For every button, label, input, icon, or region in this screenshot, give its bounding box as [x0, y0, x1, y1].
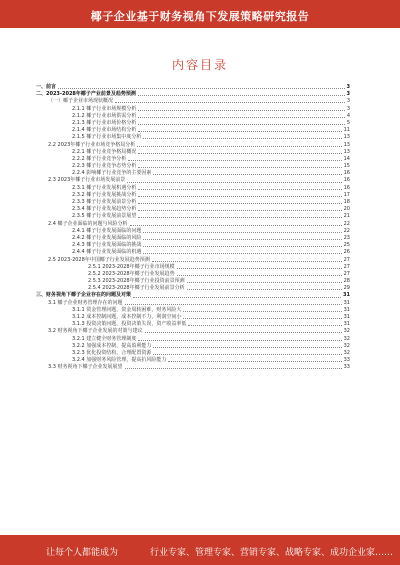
toc-entry-label: 3.1 椰子企业财务管理存在的问题: [48, 299, 123, 306]
toc-entry-label: 2.4.1 椰子行业发展面临的问题: [72, 227, 142, 234]
toc-entry-label: 2.5.3 2023-2028年椰子行业投资前景预测: [88, 278, 185, 285]
toc-entry-page: 31: [343, 292, 350, 299]
toc-entry-page: 3: [346, 84, 350, 90]
toc-entry-page: 27: [343, 256, 350, 263]
toc-entry-label: 三、财务视角下椰子企业存在的问题及对策: [36, 292, 132, 299]
toc-entry-label: 3.2.2 加强成本控制，提高盈利能力: [72, 342, 152, 349]
toc-entry-label: 一、前言: [36, 84, 57, 90]
toc-entry[interactable]: [32, 228, 350, 235]
toc-entry[interactable]: [32, 249, 350, 256]
toc-entry-label: 2.2.2 椰子行业竞争分析: [72, 155, 127, 162]
toc-entry-page: 18: [343, 199, 350, 205]
toc-entry-label: 3.2.1 建立健全财务管理制度: [72, 335, 137, 342]
toc-entry-label: 3.1.3 投资决策问题，投资决策失误，资产收益率低: [72, 321, 187, 328]
toc-leader-dots: [187, 282, 342, 283]
toc-entry[interactable]: [32, 271, 350, 278]
toc-entry[interactable]: [32, 192, 350, 199]
toc-leader-dots: [188, 325, 341, 326]
toc-entry[interactable]: [32, 221, 350, 228]
toc-leader-dots: [138, 217, 341, 218]
toc-entry-label: （一）椰子企业市场现状概况: [48, 98, 114, 105]
toc-entry[interactable]: [32, 328, 350, 335]
toc-entry-label: 二、2023-2028年椰子产业前景及趋势预测: [36, 91, 136, 98]
toc-entry[interactable]: [32, 292, 350, 299]
toc-entry[interactable]: [32, 257, 350, 264]
toc-entry-page: 32: [343, 342, 350, 349]
toc-entry-page: 5: [346, 119, 350, 126]
toc-entry-label: 3.2 财务视角下椰子企业发展的对策与建议: [48, 328, 143, 335]
toc-entry-label: 3.2.3 优化投资结构，合理配置资源: [72, 349, 152, 356]
toc-leader-dots: [153, 174, 341, 175]
toc-entry-page: 3: [346, 105, 350, 112]
toc-entry-label: 2.1.3 椰子行业市场价格分析: [72, 119, 137, 126]
toc-entry-page: 20: [343, 206, 350, 213]
toc-leader-dots: [138, 117, 344, 118]
toc-entry-label: 2.2.3 椰子行业竞争态势分析: [72, 163, 137, 170]
toc-entry-page: 11: [343, 127, 350, 134]
toc-entry-page: 25: [343, 242, 350, 249]
header-bar: [0, 0, 400, 28]
toc-leader-dots: [145, 332, 342, 333]
toc-entry-page: 3: [346, 98, 350, 105]
toc-entry-page: 31: [343, 299, 350, 306]
toc-leader-dots: [138, 167, 341, 168]
toc-leader-dots: [138, 95, 345, 96]
toc-entry[interactable]: [32, 142, 350, 149]
toc-entry-label: 3.1.2 成本控制问题，成本控制不力，利润空间小: [72, 314, 182, 320]
toc-leader-dots: [177, 268, 342, 269]
toc-entry-page: 15: [343, 163, 350, 170]
toc-entry[interactable]: [32, 98, 350, 105]
toc-leader-dots: [58, 88, 345, 89]
toc-entry-label: 2.2.4 影响椰子行业竞争的主要因素: [72, 170, 152, 177]
toc-entry-label: 2.1.4 椰子行业市场结构分析: [72, 127, 137, 134]
toc-entry-label: 2.5 2023-2028年中国椰子行业发展趋势预测: [48, 256, 150, 263]
toc-entry-page: 29: [343, 285, 350, 292]
toc-entry-page: 26: [343, 249, 350, 256]
toc-leader-dots: [168, 361, 341, 362]
toc-entry-label: 3.1.1 资金管理问题，资金周转困难，财务风险大: [72, 306, 182, 313]
toc-entry-page: 3: [346, 91, 350, 98]
toc-entry-page: 13: [343, 141, 350, 148]
toc-entry-page: 32: [343, 335, 350, 342]
toc-leader-dots: [143, 246, 341, 247]
toc-leader-dots: [127, 182, 341, 183]
toc-leader-dots: [133, 297, 341, 298]
toc-entry[interactable]: [32, 300, 350, 307]
toc-entry-page: 32: [343, 328, 350, 335]
toc-leader-dots: [128, 160, 341, 161]
toc-leader-dots: [143, 138, 341, 139]
footer-slogan: 让每个人都能成为: [46, 548, 119, 558]
toc-leader-dots: [130, 225, 342, 226]
toc-entry-label: 2.4.3 椰子行业发展面临的挑战: [72, 242, 142, 249]
toc-leader-dots: [138, 196, 341, 197]
toc-entry-label: 2.1.2 椰子行业市场供需分析: [72, 112, 137, 119]
toc-leader-dots: [183, 318, 341, 319]
toc-entry-page: 23: [343, 234, 350, 241]
toc-entry[interactable]: [32, 156, 350, 163]
toc-leader-dots: [125, 304, 342, 305]
toc-leader-dots: [177, 275, 342, 276]
toc-entry-label: 2.2.1 椰子行业竞争格局概况: [72, 148, 137, 155]
toc-entry[interactable]: [32, 307, 350, 314]
toc-entry-page: 32: [343, 349, 350, 356]
toc-leader-dots: [143, 253, 341, 254]
toc-entry-page: 14: [343, 155, 350, 162]
toc-leader-dots: [187, 289, 342, 290]
toc-entry-page: 27: [343, 270, 350, 277]
toc-entry-label: 2.3.3 椰子行业发展前景分析: [72, 199, 137, 205]
toc-leader-dots: [183, 311, 341, 312]
toc-leader-dots: [138, 189, 341, 190]
toc-entry-page: 13: [343, 148, 350, 155]
toc-leader-dots: [143, 232, 341, 233]
toc-leader-dots: [138, 153, 341, 154]
toc-entry-page: 13: [343, 134, 350, 141]
document-title: 椰子企业基于财务视角下发展策略研究报告: [90, 10, 310, 23]
toc-leader-dots: [138, 210, 341, 211]
toc-leader-dots: [153, 354, 341, 355]
toc-entry[interactable]: [32, 149, 350, 156]
toc-entry-label: 3.3 财务视角下椰子企业发展展望: [48, 364, 123, 371]
toc-entry-label: 2.5.1 2023-2028年椰子行业市场规模: [88, 263, 175, 270]
toc-entry-page: 17: [343, 191, 350, 198]
toc-heading: 内容目录: [171, 58, 228, 72]
toc-entry-page: 16: [343, 177, 350, 184]
toc-entry-page: 33: [343, 364, 350, 371]
toc-leader-dots: [138, 110, 344, 111]
toc-entry[interactable]: [32, 134, 350, 141]
toc-entry[interactable]: [32, 343, 350, 350]
toc-entry-page: 22: [343, 227, 350, 234]
toc-entry[interactable]: [32, 364, 350, 371]
toc-entry[interactable]: [32, 278, 350, 285]
toc-entry-page: 21: [343, 213, 350, 220]
toc-entry-page: 28: [343, 278, 350, 285]
toc-leader-dots: [153, 347, 341, 348]
toc-entry-label: 2.5.4 2023-2028年椰子行业发展前景分析: [88, 285, 185, 292]
toc-entry[interactable]: [32, 336, 350, 343]
toc-entry[interactable]: [32, 113, 350, 120]
toc-entry-label: 2.3.1 椰子行业发展机遇分析: [72, 184, 137, 191]
toc-entry-page: 33: [343, 357, 350, 364]
toc-leader-dots: [137, 146, 341, 147]
toc-leader-dots: [125, 368, 342, 369]
toc-entry[interactable]: [32, 177, 350, 184]
toc-entry-page: 27: [343, 263, 350, 270]
toc-entry-page: 16: [343, 170, 350, 177]
toc-entry-page: 31: [343, 321, 350, 328]
toc-entry-label: 2.3.2 椰子行业发展挑战分析: [72, 191, 137, 198]
toc-entry-label: 2.2 2023年椰子行业市场竞争格局分析: [48, 141, 136, 148]
toc-entry[interactable]: [32, 264, 350, 271]
toc-entry-label: 2.1.1 椰子行业市场规模分析: [72, 105, 137, 112]
toc-entry-page: 4: [346, 112, 350, 119]
toc-entry-label: 2.5.2 2023-2028年椰子行业发展趋势: [88, 270, 175, 277]
toc-entry-label: 2.4.4 椰子行业发展面临的机遇: [72, 249, 142, 256]
toc-entry-page: 31: [343, 306, 350, 313]
toc-entry-label: 2.3.5 椰子行业发展前景展望: [72, 213, 137, 220]
toc-leader-dots: [138, 124, 344, 125]
toc-entry-label: 2.3.4 椰子行业发展趋势分析: [72, 206, 137, 213]
footer-tagline: 行业专家、管理专家、营销专家、战略专家、成功企业家……: [150, 548, 394, 558]
toc-entry[interactable]: [32, 106, 350, 113]
toc-leader-dots: [152, 261, 342, 262]
table-of-contents: [32, 84, 350, 372]
toc-entry[interactable]: [32, 185, 350, 192]
toc-entry-label: 3.2.4 加强财务风险管理，提高抗风险能力: [72, 357, 167, 364]
toc-entry-label: 2.1.5 椰子行业市场集中度分析: [72, 134, 142, 141]
toc-entry-page: 16: [343, 184, 350, 191]
toc-leader-dots: [138, 203, 341, 204]
toc-entry-label: 2.4 椰子企业面临的问题与风险分析: [48, 220, 128, 227]
toc-entry[interactable]: [32, 213, 350, 220]
toc-leader-dots: [138, 340, 341, 341]
footer-bar: [0, 535, 400, 565]
toc-leader-dots: [138, 131, 341, 132]
toc-entry-page: 31: [343, 314, 350, 320]
toc-entry-page: 22: [343, 220, 350, 227]
toc-leader-dots: [115, 102, 345, 103]
toc-leader-dots: [143, 239, 341, 240]
toc-entry-label: 2.4.2 椰子行业发展面临的风险: [72, 234, 142, 241]
toc-entry-label: 2.3 2023年椰子行业市场发展前景: [48, 177, 126, 184]
